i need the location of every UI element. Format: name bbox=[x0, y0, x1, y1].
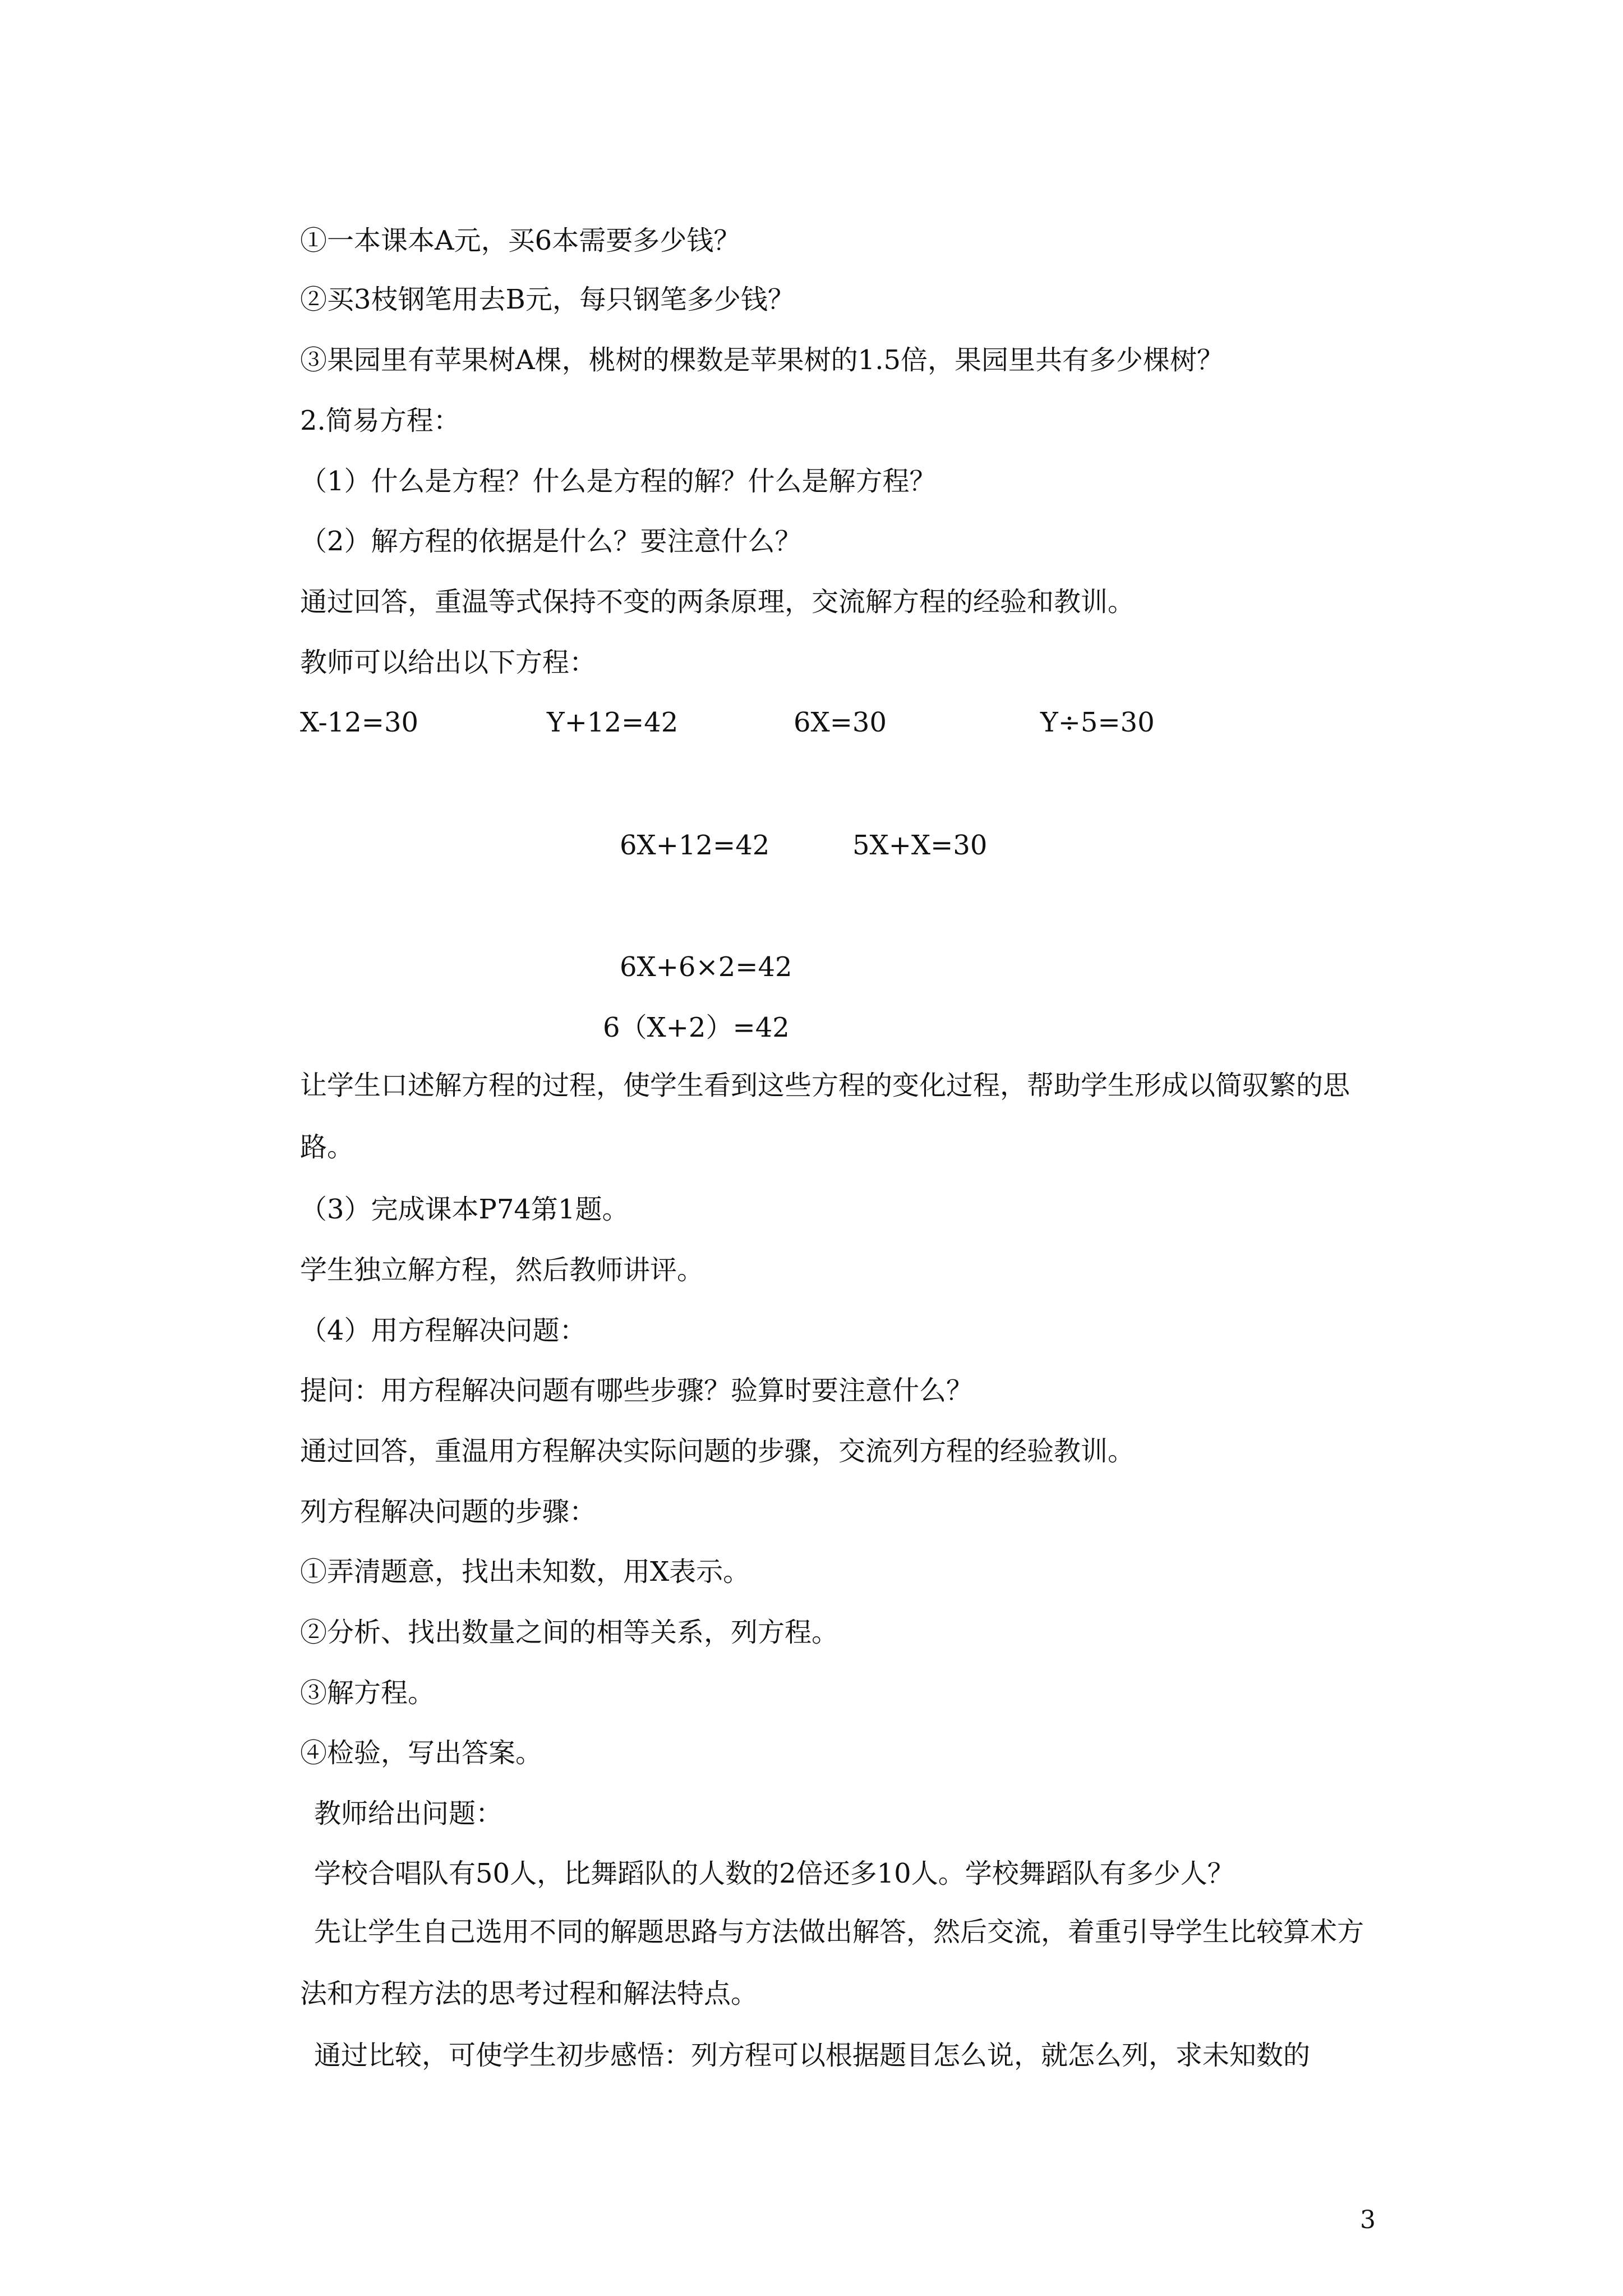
question-line-3: ③果园里有苹果树A棵，桃树的棵数是苹果树的1.5倍，果园里共有多少棵树？ bbox=[300, 344, 1224, 376]
question-item-4: （4）用方程解决问题： bbox=[300, 1315, 587, 1346]
paragraph: 先让学生自己选用不同的解题思路与方法做出解答，然后交流，着重引导学生比较算术方法和方程方法的思考过程和解法特点。 bbox=[300, 1916, 1364, 2009]
equation: X-12=30 bbox=[300, 707, 419, 738]
text-line: 提问：用方程解决问题有哪些步骤？验算时要注意什么？ bbox=[300, 1375, 974, 1406]
question-line-2: ②买3枝钢笔用去B元，每只钢笔多少钱？ bbox=[300, 284, 795, 315]
question-item-1: （1）什么是方程？什么是方程的解？什么是解方程？ bbox=[300, 466, 937, 497]
text-line: 通过比较，可使学生初步感悟：列方程可以根据题目怎么说，就怎么列，求未知数的 bbox=[314, 2040, 1311, 2071]
text-line: 通过回答，重温用方程解决实际问题的步骤，交流列方程的经验教训。 bbox=[300, 1435, 1135, 1467]
equation: 6（X+2）=42 bbox=[603, 1012, 790, 1043]
text-line: 学生独立解方程，然后教师讲评。 bbox=[300, 1254, 704, 1286]
text-line: 列方程解决问题的步骤： bbox=[300, 1496, 597, 1527]
question-line-1: ①一本课本A元，买6本需要多少钱？ bbox=[300, 225, 741, 256]
page-number: 3 bbox=[1360, 2206, 1376, 2234]
text-line: 教师可以给出以下方程： bbox=[300, 647, 597, 678]
step-line-1: ①弄清题意，找出未知数，用X表示。 bbox=[300, 1556, 750, 1588]
step-line-3: ③解方程。 bbox=[300, 1677, 435, 1709]
question-item-2: （2）解方程的依据是什么？要注意什么？ bbox=[300, 526, 802, 557]
text-line: 教师给出问题： bbox=[314, 1798, 503, 1829]
section-heading: 2.简易方程： bbox=[300, 405, 460, 436]
step-line-4: ④检验，写出答案。 bbox=[300, 1737, 543, 1769]
equation: Y+12=42 bbox=[547, 707, 679, 738]
step-line-2: ②分析、找出数量之间的相等关系，列方程。 bbox=[300, 1617, 839, 1648]
text-line: 通过回答，重温等式保持不变的两条原理，交流解方程的经验和教训。 bbox=[300, 586, 1135, 618]
equation: 6X+6×2=42 bbox=[620, 951, 792, 983]
equation: Y÷5=30 bbox=[1040, 707, 1155, 738]
equation: 5X+X=30 bbox=[852, 830, 988, 861]
equation: 6X+12=42 bbox=[620, 830, 770, 861]
paragraph: 让学生口述解方程的过程，使学生看到这些方程的变化过程，帮助学生形成以简驭繁的思路。 bbox=[300, 1070, 1350, 1163]
question-item-3: （3）完成课本P74第1题。 bbox=[300, 1194, 629, 1225]
equation: 6X=30 bbox=[794, 707, 887, 738]
problem-line: 学校合唱队有50人，比舞蹈队的人数的2倍还多10人。学校舞蹈队有多少人？ bbox=[314, 1858, 1234, 1889]
